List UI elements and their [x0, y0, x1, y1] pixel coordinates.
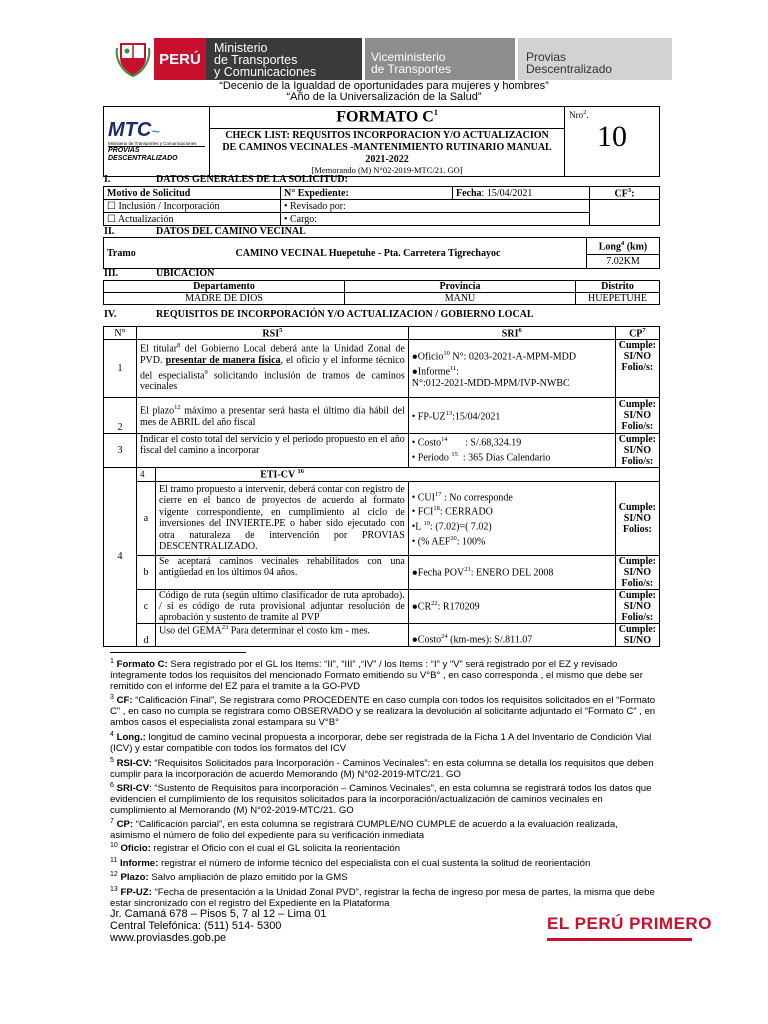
long-unit: (km) [624, 241, 648, 253]
section-number: IV. [104, 309, 117, 320]
sub-letter: a [137, 481, 156, 555]
rsi-text: Indicar el costo total del servicio y el periodo propuesto en el año fiscal del camino a incorporar [137, 434, 409, 468]
footnote-ref: 6 [518, 327, 522, 334]
sri-part: • FP-UZ [411, 410, 446, 422]
cp-line: SI/NO [623, 566, 651, 578]
table-row [104, 555, 660, 589]
footnote-number: 10 [110, 842, 118, 849]
revisado-field: • Revisado por: [281, 200, 590, 213]
footnote-ref: 19 [423, 520, 431, 528]
footnote-text: : “Sustento de Requisitos para incorporación – Caminos Vecinales”, en esta columna se registrará todos los datos que evidencien el cumplimiento de los requisitos solicitados para la incorporación/actualización de caminos vecinales en cumplimiento al Memorando (M) N°02-2019-MTC/21. GO [110, 783, 652, 817]
cp-line: Folio/s: [621, 456, 654, 468]
table-row [104, 398, 660, 434]
footnote-number: 11 [110, 857, 118, 864]
footnote-term: FP-UZ: [120, 887, 152, 899]
footnote-ref: 23 [221, 623, 229, 631]
fecha-label: Fecha [456, 187, 482, 199]
footnote-11 [110, 855, 658, 869]
cp-line: Cumple: [618, 589, 656, 601]
sri-part: : [456, 366, 460, 378]
form-subtitle [209, 129, 564, 177]
nro-cell: Nro$^2$. 10 [565, 107, 660, 177]
sri-part: N°:012-2021-MDD-MPM/IVP-NWBC [411, 377, 570, 389]
footnote-term: Plazo: [120, 872, 149, 884]
footnote-ref: 16 [297, 468, 305, 476]
sri-part: : No corresponde [441, 491, 513, 503]
provincia-value: MANU [345, 293, 576, 305]
cp-line: Folio/s: [621, 577, 654, 589]
cp-line: Folios: [622, 523, 652, 535]
cp-line: Folio/s: [621, 611, 654, 623]
footnote-number: 3 [110, 694, 114, 701]
rsi-part: , el oficio y el informe técnico del especialista [140, 355, 405, 381]
footnote-text: “Calificación parcial”, en esta columna se registrará CUMPLE/NO CUMPLE de acuerdo a la evaluación realizada, asimismo el número de folio del expediente para su verificación inmediata [110, 819, 618, 842]
rsi-text [156, 623, 409, 646]
footnote-text: Salvo ampliación de plazo emitido por la GMS [148, 872, 348, 884]
cp-cell [615, 589, 659, 623]
footnote-ref: 17 [435, 490, 442, 498]
provias-name [518, 38, 672, 80]
coat-of-arms-icon [112, 38, 154, 80]
footnote-text: Sera registrado por el GL los Items: “II”, “III” ,“IV” / los Items : “I” y “V” será registrado por el EZ y revisado íntegramente todos los requisitos del mencionado Formato emitiendo su V°B° , en caso corresponda , el mismo que debe ser remitido con el informe del EZ para el tramite a la GO-PVD [110, 659, 643, 693]
ministry-name [206, 38, 362, 80]
footnote-number: 1 [110, 658, 114, 665]
sri-text [408, 623, 615, 646]
footnote-text: “Fecha de presentación a la Unidad Zonal PVD”, registrar la fecha de ingreso por mesa de partes, la misma que debe estar sincronizado con el registro del Expediente en la Plataforma [110, 887, 655, 910]
provias-line: Descentralizado [526, 62, 613, 76]
vice-line: Viceministerio [371, 50, 446, 64]
footnote-number: 12 [110, 871, 118, 878]
memo-ref: [Memorando (M) N°02-2019-MTC/21. GO] [311, 165, 463, 175]
cp-line: SI/NO [623, 410, 651, 422]
section-number: II. [104, 226, 115, 237]
footnote-ref: 2 [583, 109, 587, 116]
footnote-ref: 20 [450, 534, 457, 542]
footnote-5 [110, 755, 658, 780]
sri-text [408, 398, 615, 434]
footnote-10 [110, 840, 658, 854]
cp-cell [615, 398, 659, 434]
footer-phone: Central Telefónica: (511) 514- 5300 [110, 920, 282, 932]
footnote-number: 4 [110, 731, 114, 738]
table-row [104, 340, 660, 398]
sri-part: •L [411, 521, 424, 533]
cp-line: Folio/s: [621, 421, 654, 433]
column-header: Provincia [345, 281, 576, 293]
inclusion-checkbox[interactable]: ☐ Inclusión / Incorporación [104, 200, 281, 213]
subtitle-line: 2021-2022 [365, 154, 409, 165]
rsi-emphasis: presentar de manera física [165, 355, 281, 367]
distrito-value: HUEPETUHE [576, 293, 660, 305]
sri-text [408, 434, 615, 468]
rsi-part: solicitando inclusión de tramos de caminos vecinales [140, 369, 405, 393]
footnote-3 [110, 692, 658, 728]
sri-part: : 365 Días Calendario [457, 451, 551, 463]
footnote-ref: 1 [433, 108, 438, 118]
eti-title: ETI-CV [260, 469, 296, 481]
sri-part: : (7.02)=( 7.02) [430, 521, 492, 533]
row-number: 3 [104, 434, 137, 468]
long-label: Long [598, 241, 621, 253]
cp-line: SI/NO [623, 634, 651, 646]
rsi-part: máximo a presentar será hasta el último día hábil del mes de ABRIL del año fiscal [140, 405, 405, 429]
footnote-text: registrar el número de informe técnico del especialista con el cual sustenta la solitud de reorientación [158, 858, 591, 870]
logo-sub: PROVIAS [108, 147, 140, 154]
footnote-number: 5 [110, 757, 114, 764]
expediente-label: N° Expediente: [281, 187, 453, 200]
footnote-term: Oficio: [120, 843, 151, 855]
footnote-ref: 13 [445, 409, 453, 417]
sri-text [408, 481, 615, 555]
cp-line: SI/NO [623, 445, 651, 457]
rsi-text: Código de ruta (según ultimo clasificador de ruta aprobado). / si es código de ruta provisional adjuntar resolución de aprobación y sustento de tramite al PVP [156, 589, 409, 623]
column-header: Departamento [104, 281, 345, 293]
peru-label: PERÚ [154, 38, 206, 80]
footnote-text: registrar el Oficio con el cual el GL solicita la reorientación [150, 843, 401, 855]
form-title-text: FORMATO C [336, 108, 434, 126]
footnote-ref: 12 [174, 404, 181, 412]
cp-cell [615, 555, 659, 589]
table-row [104, 623, 660, 646]
footnote-term: Formato C: [116, 659, 168, 671]
sri-part: • Costo [411, 437, 442, 449]
motto-decade: “Decenio de la Igualdad de oportunidades para mujeres y hombres” [219, 80, 549, 92]
sri-text [408, 340, 615, 398]
table-row [104, 468, 660, 481]
section-number: I. [104, 174, 111, 185]
footnote-13 [110, 884, 658, 909]
footnote-ref: 8 [177, 342, 181, 350]
sri-part: ●CR [411, 601, 432, 613]
sri-text [408, 589, 615, 623]
sri-part: : R170209 [437, 601, 480, 613]
table-row [104, 589, 660, 623]
empty-cell [408, 468, 615, 481]
row-number: 1 [104, 340, 137, 398]
footnote-ref: 9 [204, 368, 208, 376]
cp-line: Cumple: [618, 399, 656, 411]
sub-number: 4 [137, 468, 156, 481]
footnote-term: CF: [116, 695, 133, 707]
nro-label: Nro [569, 110, 584, 120]
section-1-table [103, 186, 660, 226]
requirements-table [103, 326, 660, 647]
fecha-cell [453, 187, 590, 200]
rsi-text: Se aceptará caminos vecinales rehabilitados con una antigüedad en los últimos 04 años. [156, 555, 409, 589]
sri-text [408, 555, 615, 589]
footnote-number: 7 [110, 818, 114, 825]
sri-part: ●Fecha POV [411, 567, 465, 579]
sri-part: : CERRADO [439, 506, 493, 518]
cp-line: Cumple: [618, 555, 656, 567]
sub-letter: b [137, 555, 156, 589]
empty-cell [615, 468, 659, 481]
cp-line: SI/NO [623, 512, 651, 524]
mtc-logo-text: MTC [108, 119, 152, 141]
cp-line: SI/NO [623, 600, 651, 612]
footer-website[interactable]: www.proviasdes.gob.pe [110, 932, 227, 944]
fecha-value: : 15/04/2021 [481, 187, 533, 199]
footnote-6 [110, 780, 658, 816]
footnote-ref: 14 [441, 436, 448, 444]
column-header: Distrito [576, 281, 660, 293]
cp-line: Cumple: [618, 340, 656, 352]
rsi-text [137, 340, 409, 398]
sri-part: • CUI [411, 491, 435, 503]
section-title: REQUISITOS DE INCORPORACIÓN Y/O ACTUALIZACION / GOBIERNO LOCAL [156, 309, 534, 320]
cp-line: Cumple: [618, 623, 656, 635]
table-row [104, 434, 660, 468]
sri-part: : S/.68,324.19 [447, 437, 522, 449]
cp-line: SI/NO [623, 351, 651, 363]
sri-part: : 100% [456, 536, 486, 548]
form-header-table [103, 106, 660, 177]
ministry-line: de Transportes [214, 53, 298, 67]
column-header: N° [104, 327, 137, 340]
subtitle-line: CHECK LIST: REQUSITOS INCORPORACION Y/O ACTUALIZACION [225, 130, 549, 141]
column-header [137, 327, 409, 340]
ministry-line: Ministerio [214, 41, 268, 55]
cp-line: Folio/s: [621, 362, 654, 374]
section-number: III. [104, 268, 119, 279]
footnote-text: longitud de camino vecinal propuesta a incorporar, debe ser registrada de la Ficha 1 A del Inventario de Condición Vial (ICV) y estar compatible con todos los formatos del ICV [110, 732, 652, 755]
rsi-text: El tramo propuesto a intervenir, deberá contar con registro de cierre en el banco de proyectos de acuerdo al formato vigente correspondiente, en cumplimiento al ciclo de inversiones del INVIERTE.PE o haber sido ejecutado con otra naturaleza de intervención por PROVIAS DESCENTRALIZADO. [156, 481, 409, 555]
footnote-ref: 24 [441, 633, 448, 641]
sub-letter: d [137, 623, 156, 646]
footnote-1 [110, 656, 658, 692]
vice-line: de Transportes [371, 62, 452, 76]
sri-part: • Periodo [411, 451, 452, 463]
actualizacion-checkbox[interactable]: ☐ Actualización [104, 213, 281, 226]
form-title [209, 107, 564, 129]
cf-label: CF [614, 188, 628, 200]
footnote-4 [110, 729, 658, 754]
sri-part: (km-mes): S/.811.07 [447, 634, 533, 646]
ministry-line: y Comunicaciones [214, 65, 317, 79]
footnote-ref: 10 [443, 350, 450, 358]
footer-address: Jr. Camaná 678 – Pisos 5, 7 al 12 – Lima 01 [110, 908, 327, 920]
footnote-ref: 21 [464, 565, 471, 573]
departamento-value: MADRE DE DIOS [104, 293, 345, 305]
sri-header: SRI [501, 328, 519, 340]
rsi-part: Para determinar el costo km - mes. [228, 624, 370, 636]
brand-underline [547, 938, 692, 941]
rsi-part: El titular [140, 343, 178, 355]
motivo-label: Motivo de Solicitud [104, 187, 281, 200]
long-value: 7.02KM [587, 255, 660, 269]
footnote-term: SRI-CV [116, 783, 150, 795]
subtitle-line: DE CAMINOS VECINALES -MANTENIMIENTO RUTINARIO MANUAL [222, 142, 552, 153]
footnote-ref: 5 [279, 327, 283, 334]
eti-header [156, 468, 409, 481]
rsi-header: RSI [262, 328, 280, 340]
rsi-text [137, 398, 409, 434]
footnote-text: “Calificación Final”, Se registrara como PROCEDENTE en caso cumpla con todos los requisitos solicitados en el “Formato C” , en caso no cumpla se registrara como OBSERVADO y se realizara la devolución al solicitante adjuntado el “Formato C” , en ambos casos el especialista zonal estampara su V°B° [110, 695, 656, 729]
cp-cell [615, 340, 659, 398]
logo-sub: DESCENTRALIZADO [108, 155, 178, 162]
section-2-table [103, 237, 660, 269]
cp-cell [615, 481, 659, 555]
footnote-ref: 18 [433, 505, 440, 513]
cp-cell [615, 623, 659, 646]
long-header [587, 238, 660, 255]
section-title: DATOS DEL CAMINO VECINAL [156, 226, 306, 237]
sri-part: : ENERO DEL 2008 [470, 567, 554, 579]
footnote-term: CP: [116, 819, 134, 831]
row-number: 4 [104, 468, 137, 646]
footnote-term: Informe: [119, 858, 159, 870]
tramo-label: Tramo [104, 238, 151, 269]
sri-part: ●Oficio [411, 351, 444, 363]
sri-part: ●Costo [411, 634, 442, 646]
cp-line: Cumple: [618, 501, 656, 513]
footnote-ref: 15 [451, 450, 458, 458]
sri-part: • (% AEF [411, 536, 451, 548]
cp-cell [615, 434, 659, 468]
footnote-number: 6 [110, 782, 114, 789]
section-3-table [103, 280, 660, 305]
viceministry-name [365, 38, 515, 80]
rsi-part: del Gobierno Local deberá ante la Unidad Zonal de PVD. [140, 343, 405, 367]
footnote-separator [110, 652, 246, 653]
provias-line: Provias [526, 50, 567, 64]
cf-value [590, 200, 660, 226]
cp-header: CP [629, 328, 643, 340]
logo-sub: Ministerio de Transportes y Comunicaciones [108, 141, 205, 147]
header-banner [112, 38, 672, 80]
footnote-12 [110, 869, 658, 883]
mtc-logo: MTC~ Ministerio de Transportes y Comunicaciones PROVIAS DESCENTRALIZADO [104, 107, 210, 177]
cp-line: Cumple: [618, 434, 656, 446]
sri-part: • FCI [411, 506, 434, 518]
footnote-ref: 4 [620, 239, 625, 247]
el-peru-primero-logo: EL PERÚ PRIMERO [547, 914, 712, 933]
rsi-part: Uso del GEMA [159, 624, 222, 636]
section-title: DATOS GENERALES DE LA SOLICITUD: [156, 174, 348, 185]
sri-part: ●Informe [411, 366, 451, 378]
row-number: 2 [104, 398, 137, 434]
nro-value: 10 [597, 120, 628, 153]
footnote-number: 13 [110, 886, 118, 893]
footnote-ref: 11 [450, 365, 457, 373]
cf-cell: $CF^3$: [590, 187, 660, 200]
footnote-7 [110, 816, 658, 841]
sri-part: N°: 0203-2021-A-MPM-MDD [449, 351, 577, 363]
column-header [408, 327, 615, 340]
footnote-ref: 22 [431, 599, 438, 607]
cargo-field: • Cargo: [281, 213, 590, 226]
footnote-ref: 3 [627, 187, 632, 194]
column-header [615, 327, 659, 340]
footnote-text: “Requisitos Solicitados para Incorporación - Caminos Vecinales”: en esta columna se detalla los requisitos que deben cumplir para la incorporación de acuerdo Memorando (M) N°02-2019-MTC/21. GO [110, 758, 654, 781]
motto-year: “Año de la Universalización de la Salud” [286, 91, 482, 103]
section-title: UBICACION [156, 268, 215, 279]
table-row [104, 481, 660, 555]
footnote-term: Long.: [116, 732, 146, 744]
rsi-part: El plazo [140, 405, 175, 417]
footnote-ref: 7 [642, 327, 646, 334]
footnote-term: RSI-CV: [116, 758, 152, 770]
sri-part: :15/04/2021 [452, 410, 501, 422]
sub-letter: c [137, 589, 156, 623]
camino-name: CAMINO VECINAL Huepetuhe - Pta. Carretera Tigrechayoc [150, 238, 587, 269]
